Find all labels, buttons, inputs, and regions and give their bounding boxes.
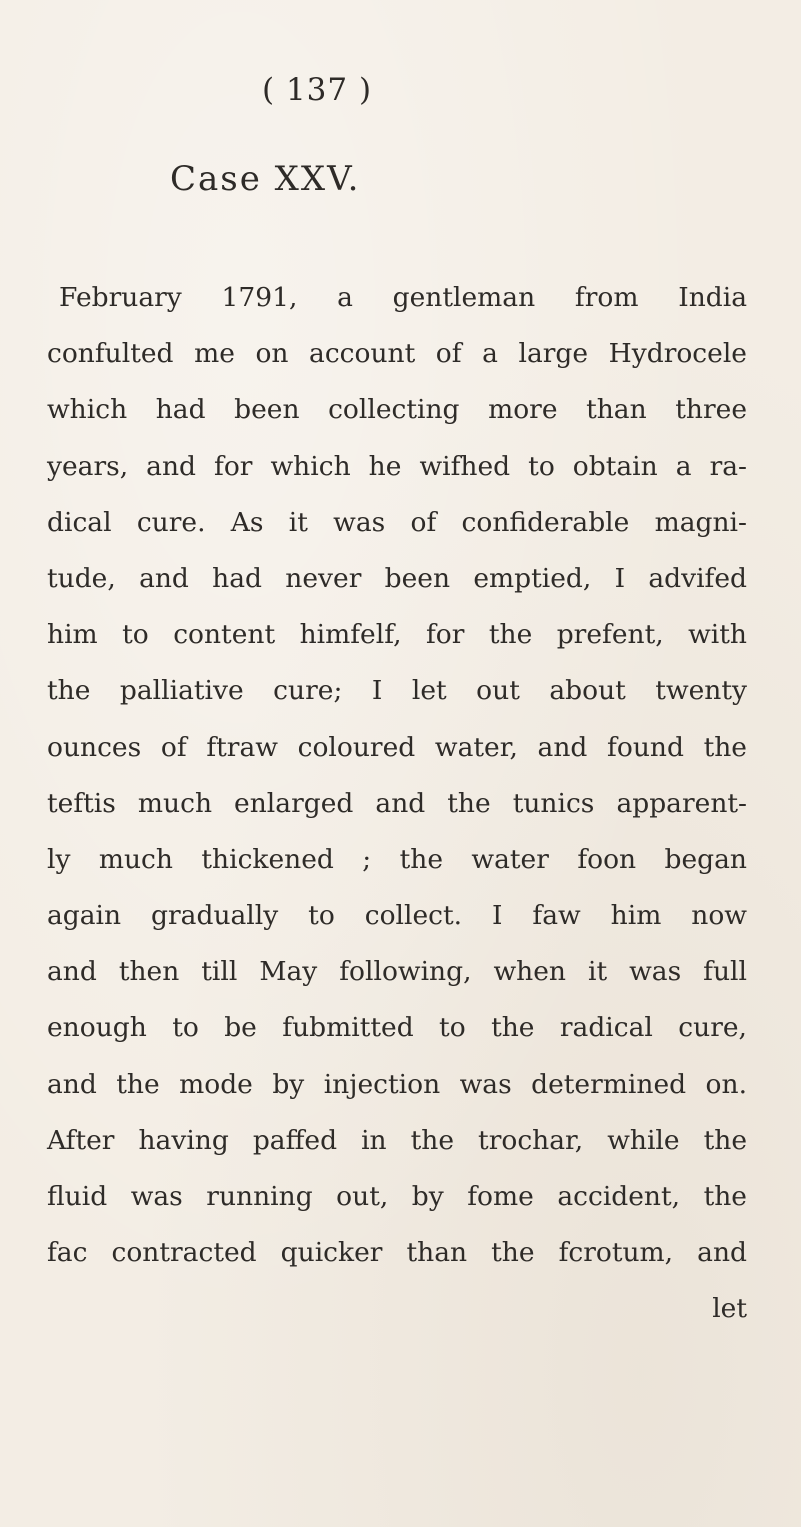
text-line-5: dical cure. As it was of confiderable magni- <box>47 506 747 538</box>
text-line-11: ly much thickened ; the water foon began <box>47 843 747 875</box>
text-line-3: which had been collecting more than three <box>47 394 747 426</box>
text-line-8: the palliative cure; I let out about twenty <box>47 675 747 707</box>
text-line-9: ounces of ftraw coloured water, and found the <box>47 731 747 763</box>
page-number: ( 137 ) <box>262 72 373 108</box>
text-line-17: fluid was running out, by fome accident, the <box>47 1181 747 1212</box>
text-line-6: tude, and had never been emptied, I advifed <box>47 562 747 594</box>
text-line-15: and the mode by injection was determined on. <box>47 1068 747 1100</box>
text-line-18: fac contracted quicker than the fcrotum, and <box>47 1237 747 1269</box>
catchword: let <box>712 1293 747 1325</box>
text-line-12: again gradually to collect. I faw him now <box>47 900 747 932</box>
case-heading: Case XXV. <box>170 159 361 199</box>
text-line-7: him to content himfelf, for the prefent, with <box>47 619 747 651</box>
text-line-13: and then till May following, when it was full <box>47 956 747 988</box>
text-line-16: After having paffed in the trochar, while the <box>47 1124 747 1156</box>
body-text <box>47 270 747 1338</box>
text-line-10: teftis much enlarged and the tunics apparent- <box>47 787 747 819</box>
text-line-2: confulted me on account of a large Hydrocele <box>47 338 747 370</box>
text-line-4: years, and for which he wifhed to obtain a ra- <box>47 450 747 482</box>
text-line-1: February 1791, a gentleman from India <box>59 282 747 313</box>
text-line-14: enough to be fubmitted to the radical cure, <box>47 1012 747 1044</box>
